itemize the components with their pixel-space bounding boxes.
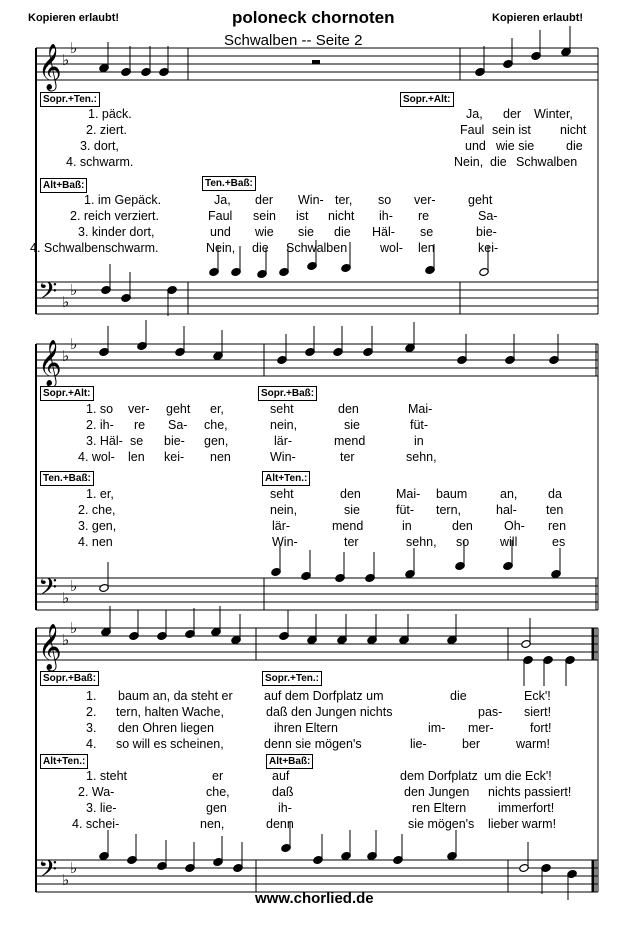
lyric-syllable: in <box>414 434 424 448</box>
lyric-syllable: da <box>548 487 562 501</box>
lyric-syllable: immerfort! <box>498 801 555 815</box>
page-title: poloneck chornoten <box>232 8 395 27</box>
lyric-syllable: gen <box>206 801 227 815</box>
copy-note-right: Kopieren erlaubt! <box>492 12 584 24</box>
lyric-syllable: ih- <box>278 801 292 815</box>
lyric-syllable: der <box>255 193 274 207</box>
lyric-syllable: lieber warm! <box>488 817 557 831</box>
lyric-syllable: so <box>456 535 470 549</box>
lyric-syllable: ter, <box>335 193 353 207</box>
lyric-syllable: hal- <box>496 503 517 517</box>
lyric-syllable: 4. Schwalbenschwarm. <box>30 241 159 255</box>
lyric-syllable: 1. im Gepäck. <box>84 193 162 207</box>
lyric-syllable: 3. lie- <box>86 801 117 815</box>
lyric-syllable: 3. kinder dort, <box>78 225 155 239</box>
lyric-syllable: 4. nen <box>78 535 113 549</box>
lyric-syllable: nicht <box>328 209 355 223</box>
lyric-syllable: che, <box>206 785 230 799</box>
lyric-syllable: 2. ziert. <box>86 123 127 137</box>
lyric-syllable: tern, <box>436 503 462 517</box>
lyric-syllable: seht <box>270 402 294 416</box>
lyric-syllable: Schwalben <box>516 155 578 169</box>
lyric-syllable: den Jungen <box>404 785 470 799</box>
lyric-syllable: ver- <box>128 402 150 416</box>
lyric-syllable: wie <box>255 225 274 239</box>
lyric-syllable: füt- <box>410 418 429 432</box>
lyric-syllable: er, <box>210 402 224 416</box>
flat-icon: ♭ <box>70 281 78 299</box>
lyric-syllable: wol- <box>380 241 403 255</box>
lyric-syllable: nicht <box>560 123 587 137</box>
lyric-syllable: bie- <box>164 434 185 448</box>
lyric-syllable: Win- <box>270 450 296 464</box>
flat-icon: ♭ <box>62 589 70 607</box>
lyric-syllable: Win- <box>298 193 324 207</box>
lyric-syllable: füt- <box>396 503 415 517</box>
lyric-syllable: 1. <box>86 689 97 703</box>
lyric-syllable: 2. <box>86 705 97 719</box>
lyric-syllable: 4. schei- <box>72 817 120 831</box>
lyric-syllable: Sa- <box>168 418 188 432</box>
lyric-syllable: ber <box>462 737 481 751</box>
voice-label: Sopr.+Ten.: <box>262 671 322 686</box>
lyric-syllable: lär- <box>272 519 291 533</box>
lyric-syllable: den <box>452 519 473 533</box>
lyric-syllable: se <box>420 225 434 239</box>
voice-label: Sopr.+Baß: <box>258 386 317 401</box>
bass-clef-icon: 𝄢 <box>38 573 58 608</box>
lyric-syllable: und <box>210 225 231 239</box>
lyric-syllable: mend <box>334 434 366 448</box>
treble-clef-icon: 𝄞 <box>38 44 62 90</box>
lyric-syllable: sein <box>253 209 276 223</box>
lyric-syllable: ver- <box>414 193 436 207</box>
lyric-syllable: ten <box>546 503 564 517</box>
lyric-syllable: ter <box>340 450 355 464</box>
lyric-syllable: fort! <box>530 721 552 735</box>
lyric-syllable: nichts passiert! <box>488 785 572 799</box>
lyric-syllable: daß den Jungen nichts <box>266 705 393 719</box>
lyric-syllable: den <box>340 487 361 501</box>
lyric-syllable: sie <box>344 418 360 432</box>
lyric-syllable: warm! <box>516 737 551 751</box>
lyric-syllable: 3. gen, <box>78 519 117 533</box>
lyric-syllable: che, <box>204 418 228 432</box>
lyric-syllable: baum an, da steht er <box>118 689 233 703</box>
lyric-syllable: der <box>503 107 522 121</box>
lyric-syllable: lie- <box>410 737 427 751</box>
lyric-syllable: seht <box>270 487 294 501</box>
voice-label: Sopr.+Ten.: <box>40 92 100 107</box>
lyric-syllable: Häl- <box>372 225 395 239</box>
lyric-syllable: 3. Häl- <box>86 434 123 448</box>
lyric-syllable: die <box>566 139 583 153</box>
lyric-syllable: kei- <box>478 241 499 255</box>
voice-label: Alt+Baß: <box>40 178 87 193</box>
lyric-syllable: im- <box>428 721 446 735</box>
lyric-syllable: Win- <box>272 535 298 549</box>
lyric-syllable: 2. ih- <box>86 418 114 432</box>
lyric-syllable: 2. Wa- <box>78 785 115 799</box>
lyric-syllable: nein, <box>270 418 298 432</box>
lyric-syllable: 2. reich verziert. <box>70 209 159 223</box>
lyric-syllable: Sa- <box>478 209 498 223</box>
copy-note-left: Kopieren erlaubt! <box>28 12 120 24</box>
lyric-syllable: den Ohren liegen <box>118 721 214 735</box>
lyric-syllable: nen, <box>200 817 225 831</box>
treble-clef-icon: 𝄞 <box>38 340 62 386</box>
lyric-syllable: will <box>500 535 518 549</box>
lyric-syllable: len <box>418 241 435 255</box>
flat-icon: ♭ <box>70 39 78 57</box>
lyric-syllable: ter <box>344 535 359 549</box>
lyric-syllable: 1. päck. <box>88 107 132 121</box>
lyric-syllable: den <box>338 402 359 416</box>
lyric-syllable: in <box>402 519 412 533</box>
lyric-syllable: um die Eck'! <box>484 769 552 783</box>
lyric-syllable: sie <box>344 503 360 517</box>
lyric-syllable: 1. er, <box>86 487 114 501</box>
lyric-syllable: nein, <box>270 503 298 517</box>
lyric-syllable: Ja, <box>214 193 231 207</box>
lyric-syllable: er <box>212 769 224 783</box>
flat-icon: ♭ <box>70 335 78 353</box>
voice-label: Sopr.+Baß: <box>40 671 99 686</box>
lyric-syllable: nen <box>210 450 231 464</box>
lyric-syllable: re <box>418 209 430 223</box>
lyric-syllable: die <box>334 225 351 239</box>
lyric-syllable: Nein, <box>206 241 236 255</box>
lyric-syllable: ren Eltern <box>412 801 467 815</box>
lyric-syllable: 2. che, <box>78 503 116 517</box>
lyric-syllable: lär- <box>274 434 293 448</box>
flat-icon: ♭ <box>62 871 70 889</box>
lyric-syllable: die <box>450 689 467 703</box>
lyric-syllable: siert! <box>524 705 552 719</box>
lyric-syllable: geht <box>468 193 493 207</box>
lyric-syllable: 4. wol- <box>78 450 115 464</box>
flat-icon: ♭ <box>70 619 78 637</box>
lyric-syllable: so <box>378 193 392 207</box>
lyric-syllable: Faul <box>208 209 233 223</box>
lyric-syllable: baum <box>436 487 468 501</box>
voice-label: Alt+Ten.: <box>40 754 88 769</box>
page-subtitle: Schwalben -- Seite 2 <box>224 32 363 49</box>
lyric-syllable: se <box>130 434 144 448</box>
lyric-syllable: sie mögen's <box>408 817 475 831</box>
lyric-syllable: 1. so <box>86 402 114 416</box>
lyric-syllable: es <box>552 535 566 549</box>
lyric-syllable: mer- <box>468 721 494 735</box>
lyric-syllable: an, <box>500 487 518 501</box>
lyric-syllable: ihren Eltern <box>274 721 338 735</box>
flat-icon: ♭ <box>62 631 70 649</box>
lyric-syllable: daß <box>272 785 294 799</box>
lyric-syllable: und <box>465 139 486 153</box>
lyric-syllable: sehn, <box>406 450 437 464</box>
lyric-syllable: re <box>134 418 146 432</box>
flat-icon: ♭ <box>70 859 78 877</box>
lyric-syllable: denn sie mögen's <box>264 737 362 751</box>
lyric-syllable: mend <box>332 519 364 533</box>
lyric-syllable: Faul <box>460 123 485 137</box>
lyric-syllable: ih- <box>379 209 393 223</box>
footer-url: www.chorlied.de <box>255 890 374 907</box>
lyric-syllable: len <box>128 450 145 464</box>
voice-label: Ten.+Baß: <box>40 471 94 486</box>
voice-label: Ten.+Baß: <box>202 176 256 191</box>
flat-icon: ♭ <box>62 347 70 365</box>
lyric-syllable: Winter, <box>534 107 573 121</box>
lyric-syllable: auf dem Dorfplatz um <box>264 689 384 703</box>
lyric-syllable: auf <box>272 769 290 783</box>
lyric-syllable: pas- <box>478 705 503 719</box>
lyric-syllable: sein ist <box>492 123 531 137</box>
bass-clef-icon: 𝄢 <box>38 855 58 890</box>
lyric-syllable: sie <box>298 225 314 239</box>
voice-label: Sopr.+Alt: <box>40 386 94 401</box>
lyric-syllable: Ja, <box>466 107 483 121</box>
lyric-syllable: tern, halten Wache, <box>116 705 224 719</box>
whole-rest-icon <box>312 60 320 64</box>
lyric-syllable: 3. <box>86 721 97 735</box>
lyric-syllable: denn <box>266 817 294 831</box>
flat-icon: ♭ <box>62 51 70 69</box>
voice-label: Alt+Ten.: <box>262 471 310 486</box>
lyric-syllable: Oh- <box>504 519 525 533</box>
lyric-syllable: kei- <box>164 450 185 464</box>
voice-label: Sopr.+Alt: <box>400 92 454 107</box>
treble-clef-icon: 𝄞 <box>38 624 62 670</box>
lyric-syllable: sehn, <box>406 535 437 549</box>
flat-icon: ♭ <box>70 577 78 595</box>
lyric-syllable: die <box>252 241 269 255</box>
lyric-syllable: so will es scheinen, <box>116 737 224 751</box>
lyric-syllable: dem Dorfplatz <box>400 769 478 783</box>
lyric-syllable: geht <box>166 402 191 416</box>
lyric-syllable: Nein, <box>454 155 484 169</box>
bass-clef-icon: 𝄢 <box>38 277 58 312</box>
lyric-syllable: 1. steht <box>86 769 127 783</box>
lyric-syllable: die <box>490 155 507 169</box>
lyric-syllable: gen, <box>204 434 229 448</box>
lyric-syllable: Eck'! <box>524 689 551 703</box>
voice-label: Alt+Baß: <box>266 754 313 769</box>
flat-icon: ♭ <box>62 293 70 311</box>
lyric-syllable: Mai- <box>408 402 433 416</box>
lyric-syllable: wie sie <box>496 139 535 153</box>
lyric-syllable: 4. <box>86 737 97 751</box>
lyric-syllable: 4. schwarm. <box>66 155 134 169</box>
lyric-syllable: 3. dort, <box>80 139 119 153</box>
lyric-syllable: Schwalben <box>286 241 348 255</box>
lyric-syllable: ist <box>296 209 309 223</box>
lyric-syllable: Mai- <box>396 487 421 501</box>
lyric-syllable: bie- <box>476 225 497 239</box>
lyric-syllable: ren <box>548 519 567 533</box>
